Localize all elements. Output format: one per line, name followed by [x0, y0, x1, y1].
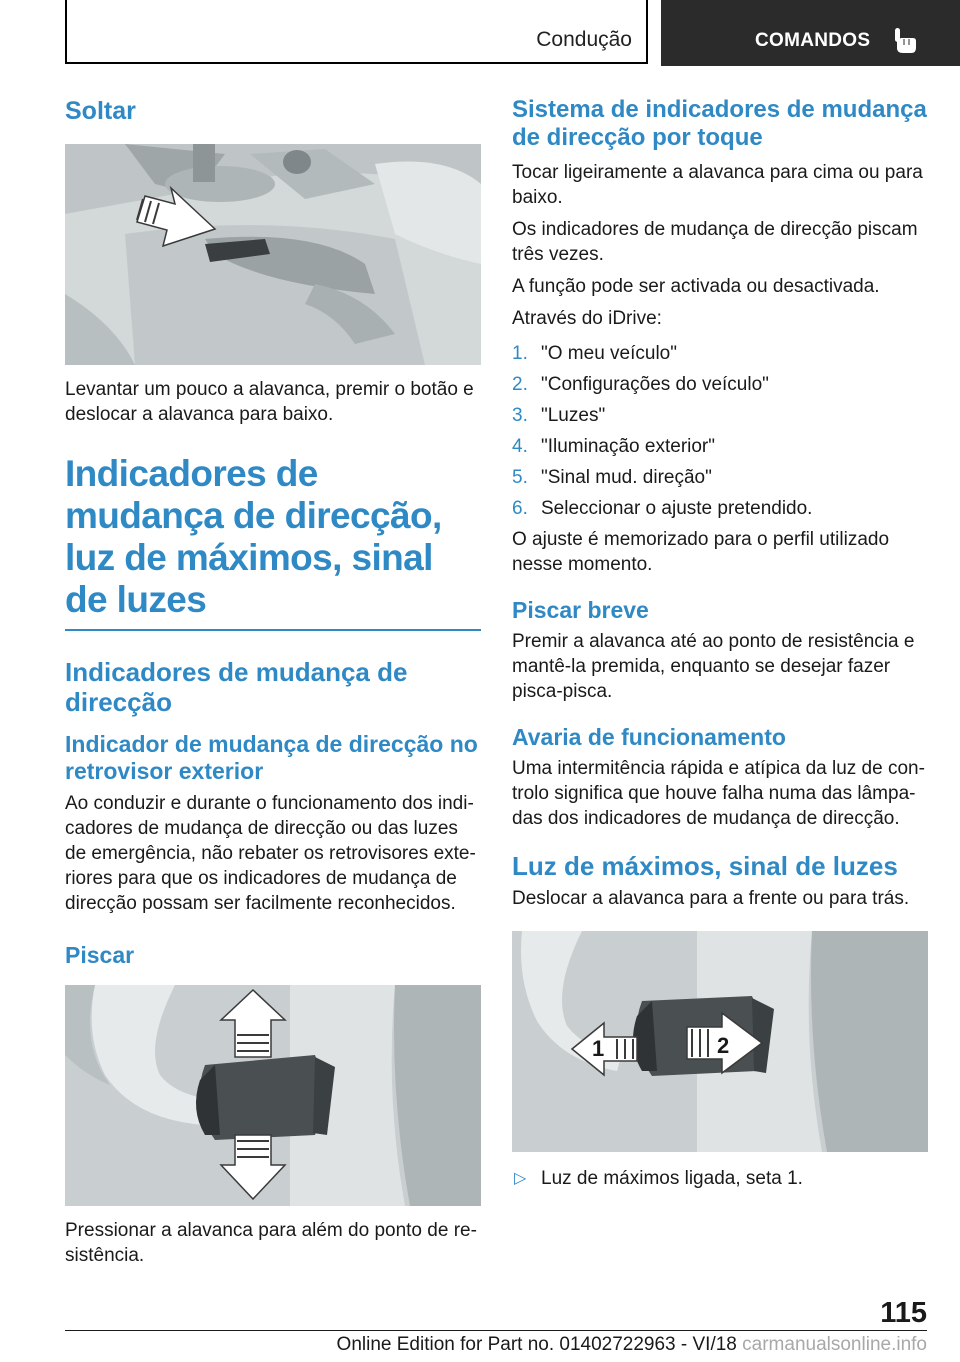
- malfunction-text: Uma intermitência rápida e atípica da luz de controlo significa que houve falha numa das lâmpadas dos indicadores de mudança de direcção.: [512, 758, 925, 829]
- piscar-heading: Piscar: [65, 942, 135, 968]
- left-column: [65, 96, 481, 1268]
- arrow-label-1: 1: [592, 1036, 605, 1061]
- page-header: [0, 0, 960, 66]
- touch-signal-text-4: Através do iDrive:: [512, 308, 662, 329]
- right-column: [512, 96, 928, 1191]
- soltar-text: Levantar um pouco a alavanca, premir o botão e deslocar a alavanca para baixo.: [65, 379, 474, 425]
- idrive-steps: [512, 341, 928, 521]
- brief-flash-heading: Piscar breve: [512, 597, 649, 623]
- mirror-indicator-heading: Indicador de mudança de direcção no retrovisor exterior: [65, 731, 478, 784]
- list-item: 4. "Iluminação exterior": [512, 436, 716, 457]
- touch-signal-text-3: A função pode ser activada ou desactivada.: [512, 276, 880, 297]
- high-beam-figure: [512, 931, 928, 1152]
- edition-text: Online Edition for Part no. 01402722963 - VI/18: [336, 1334, 737, 1355]
- turn-signal-figure: [65, 985, 481, 1206]
- high-beam-heading: Luz de máximos, sinal de luzes: [512, 851, 898, 881]
- piscar-text: Pressionar a alavanca para além do ponto de resistência.: [65, 1220, 477, 1266]
- list-item: 6. Seleccionar o ajuste pretendido.: [512, 498, 813, 519]
- list-item: 1. "O meu veículo": [512, 343, 677, 364]
- section-label: Condução: [536, 28, 632, 51]
- handbrake-illustration: [65, 144, 481, 365]
- touch-signal-text-2: Os indicadores de mudança de direcção piscam três vezes.: [512, 219, 918, 265]
- triangle-bullet-icon: ▷: [514, 1170, 527, 1187]
- list-item: 2. "Configurações do veículo": [512, 374, 769, 395]
- brief-flash-text: Premir a alavanca até ao ponto de resistência e mantê-la premida, enquanto se desejar fazer pisca-pisca.: [512, 631, 915, 702]
- chapter-tab: [661, 0, 960, 66]
- turn-signal-heading: Indicadores de mudança de direcção: [65, 657, 408, 717]
- high-beam-illustration: [512, 931, 928, 1152]
- malfunction-heading: Avaria de funcionamento: [512, 724, 786, 750]
- watermark: carmanualsonline.info: [742, 1334, 927, 1355]
- high-beam-bullet: ▷ Luz de máximos ligada, seta 1.: [514, 1168, 803, 1189]
- chapter-heading: Indicadores de mudança de direcção, luz de máximos, sinal de luzes: [65, 453, 481, 631]
- section-tab: [65, 0, 648, 64]
- arrow-label-2: 2: [717, 1033, 730, 1058]
- page-number: 115: [880, 1297, 927, 1329]
- high-beam-text: Deslocar a alavanca para a frente ou para trás.: [512, 888, 910, 909]
- turn-signal-illustration: [65, 985, 481, 1206]
- touch-signal-text-1: Tocar ligeiramente a alavanca para cima ou para baixo.: [512, 162, 923, 208]
- hand-pointer-icon: [893, 26, 919, 54]
- list-item: 3. "Luzes": [512, 405, 606, 426]
- chapter-label: COMANDOS: [755, 30, 871, 51]
- touch-signal-text-5: O ajuste é memorizado para o perfil utilizado nesse momento.: [512, 529, 890, 575]
- handbrake-figure: [65, 144, 481, 365]
- footer: [0, 1334, 927, 1356]
- soltar-heading: Soltar: [65, 97, 136, 125]
- footer-divider: [65, 1330, 927, 1331]
- list-item: 5. "Sinal mud. direção": [512, 467, 712, 488]
- mirror-indicator-text: Ao conduzir e durante o funcionamento dos indicadores de mudança de direcção ou das luzes de emergência, não rebater os retrovisores exteriores para que os indicadores de mudança de direcção possam ser facilmente reconhecidos.: [65, 793, 476, 914]
- touch-signal-heading: Sistema de indicadores de mudança de direcção por toque: [512, 96, 927, 151]
